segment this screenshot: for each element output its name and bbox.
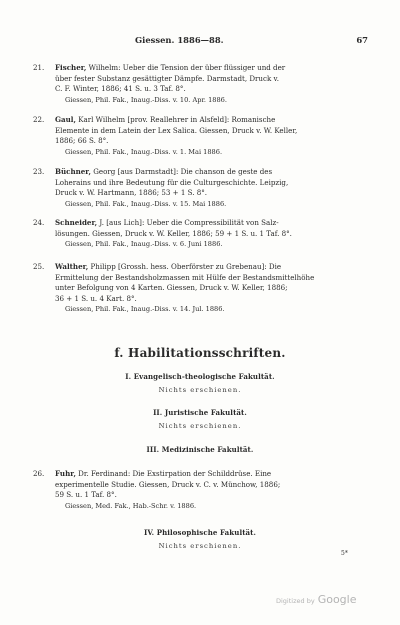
entry-text: lösungen. Giessen, Druck v. W. Keller, 1886; 59 + 1 S. u. 1 Taf. 8°.	[55, 228, 292, 238]
nothing-published-note: Nichts erschienen.	[158, 386, 242, 394]
dissertation-note: Giessen, Phil. Fak., Inaug.-Diss. v. 10. Apr. 1886.	[65, 95, 227, 104]
habilitation-note: Giessen, Med. Fak., Hab.-Schr. v. 1886.	[65, 501, 197, 510]
page-number: 67	[356, 35, 368, 45]
dissertation-note: Giessen, Phil. Fak., Inaug.-Diss. v. 1. Mai 1886.	[65, 147, 223, 156]
entry-text: Philipp [Grossh. hess. Oberförster zu Grebenau]: Die	[88, 262, 282, 271]
entry-number: 26.	[33, 469, 45, 478]
entry-text: J. [aus Lich]: Ueber die Compressibilität von Salz-	[97, 218, 279, 227]
author-name: Fischer,	[55, 63, 87, 72]
section-title: f. Habilitationsschriften.	[114, 346, 286, 360]
entry-text: 1886; 66 S. 8°.	[55, 136, 109, 146]
author-name: Walther,	[55, 262, 89, 271]
faculty-heading: I. Evangelisch-theologische Fakultät.	[125, 372, 275, 381]
entry-number: 24.	[33, 218, 45, 227]
faculty-heading: II. Juristische Fakultät.	[153, 408, 247, 417]
entry-number: 23.	[33, 167, 45, 176]
dissertation-note: Giessen, Phil. Fak., Inaug.-Diss. v. 15. Mai 1886.	[65, 199, 227, 208]
entry-text: Dr. Ferdinand: Die Exstirpation der Schilddrüse. Eine	[75, 469, 272, 478]
entry-text: Georg [aus Darmstadt]: Die chanson de geste des	[91, 167, 273, 176]
dissertation-note: Giessen, Phil. Fak., Inaug.-Diss. v. 14. Jul. 1886.	[65, 305, 225, 314]
entry-number: 22.	[33, 115, 45, 124]
dissertation-note: Giessen, Phil. Fak., Inaug.-Diss. v. 6. Juni 1886.	[65, 240, 223, 249]
nothing-published-note: Nichts erschienen.	[158, 542, 242, 550]
entry-text: unter Befolgung von 4 Karten. Giessen, Druck v. W. Keller, 1886;	[55, 283, 288, 293]
author-name: Schneider,	[55, 218, 98, 227]
entry-text: Elemente in dem Latein der Lex Salica. Giessen, Druck v. W. Keller,	[55, 125, 298, 135]
entry-text: experimentelle Studie. Giessen, Druck v. C. v. Münchow, 1886;	[55, 479, 281, 489]
watermark-brand: Google	[317, 593, 357, 606]
entry-text: C. F. Winter, 1886; 41 S. u. 3 Taf. 8°.	[55, 84, 186, 94]
author-name: Gaul,	[55, 115, 76, 124]
entry-number: 25.	[33, 262, 45, 271]
author-name: Büchner,	[55, 167, 91, 176]
entry-text: über fester Substanz gesättigter Dämpfe. Darmstadt, Druck v.	[55, 73, 279, 83]
signature-mark: 5*	[341, 550, 348, 557]
faculty-heading: III. Medizinische Fakultät.	[146, 445, 254, 454]
entry-text: Loherains und ihre Bedeutung für die Culturgeschichte. Leipzig,	[55, 177, 289, 187]
nothing-published-note: Nichts erschienen.	[158, 422, 242, 430]
entry-text: 59 S. u. 1 Taf. 8°.	[55, 490, 117, 500]
watermark-prefix: Digitized by	[276, 597, 315, 605]
entry-text: Karl Wilhelm [prov. Reallehrer in Alsfeld]: Romanische	[75, 115, 276, 124]
entry-number: 21.	[33, 63, 45, 72]
entry-text: Druck v. W. Hartmann, 1886; 53 + 1 S. 8°.	[55, 188, 208, 198]
entry-text: Ermittelung der Bestandsholzmassen mit Hülfe der Bestandsmittelhöhe	[55, 272, 315, 282]
author-name: Fuhr,	[55, 469, 76, 478]
running-title: Giessen. 1886—88.	[135, 35, 224, 45]
entry-text: Wilhelm: Ueber die Tension der über flüssiger und der	[86, 63, 286, 72]
entry-text: 36 + 1 S. u. 4 Kart. 8°.	[55, 293, 137, 303]
google-watermark	[276, 593, 356, 606]
faculty-heading: IV. Philosophische Fakultät.	[143, 528, 257, 537]
